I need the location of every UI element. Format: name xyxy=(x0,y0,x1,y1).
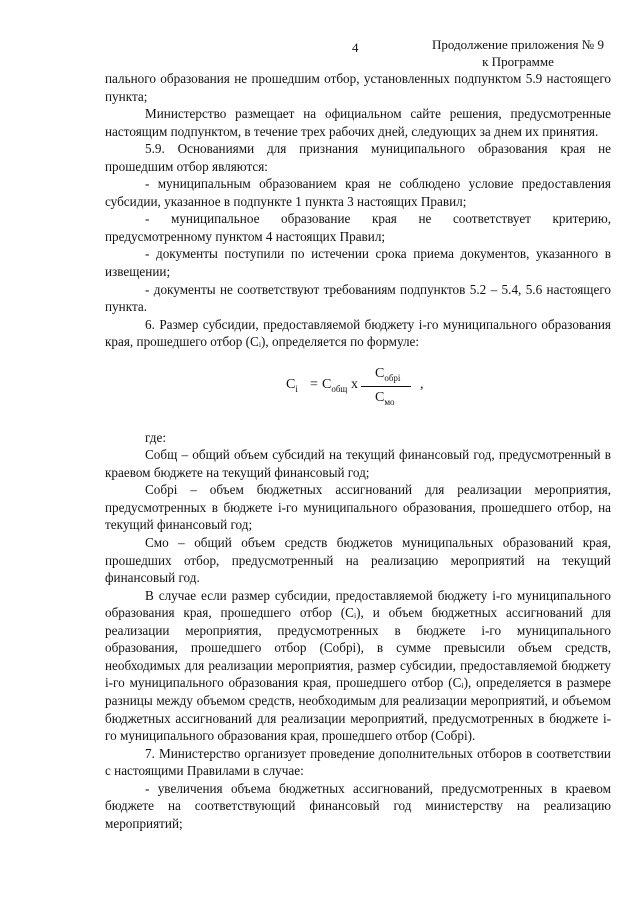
formula-factor: $C_{общ}$ xyxy=(322,376,348,394)
paragraph: где: xyxy=(145,429,166,445)
list-item: - документы не соответствуют требованиям подпунктов 5.2 – 5.4, 5.6 настоящего пункта. xyxy=(105,281,611,315)
paragraph: пального образования не прошедшим отбор, установленных подпунктом 5.9 настоящего пункта; xyxy=(105,71,611,104)
list-item: - документы поступили по истечении срока приема документов, указанного в извещении; xyxy=(105,246,611,280)
definition: Cобщ – общий объем субсидий на текущий финансовый год, предусмотренный в краевом бюджете на текущий финансовый год; xyxy=(105,447,611,480)
page-number: 4 xyxy=(352,40,359,55)
fraction-bar xyxy=(361,386,411,387)
list-item: - увеличения объема бюджетных ассигнований, предусмотренных в краевом бюджете на соответствующий финансовый год министерству на реализацию мероприятий; xyxy=(105,780,611,831)
formula-denominator: $C_{мо}$ xyxy=(375,389,395,407)
definition: Cмо – общий объем средств бюджетов муниципальных образований края, прошедших отбор, предусмотренный на реализацию мероприятий на текущий финансовый год. xyxy=(105,535,611,586)
paragraph: Министерство размещает на официальном сайте решения, предусмотренные настоящим подпунктом, в течение трех рабочих дней, следующих за днем их принятия. xyxy=(105,106,611,139)
document-body xyxy=(105,70,611,832)
formula-equals: = xyxy=(310,376,318,392)
list-item: - муниципальное образование края не соответствует критерию, предусмотренному пунктом 4 настоящих Правил; xyxy=(105,211,611,244)
list-item: - муниципальным образованием края не соблюдено условие предоставления субсидии, указанное в подпункте 1 пункта 3 настоящих Правил; xyxy=(105,176,611,209)
formula-numerator: $C_{обрi}$ xyxy=(375,365,401,383)
formula-trailing: , xyxy=(420,376,424,392)
definition: Cобрi – объем бюджетных ассигнований для реализации мероприятия, предусмотренных в бюджете i-го муниципального образования, прошедшего отбор, на текущий финансовый год; xyxy=(105,482,611,533)
formula xyxy=(105,351,611,429)
continuation-header xyxy=(418,36,618,70)
paragraph: 7. Министерство организует проведение дополнительных отборов в соответствии с настоящими Правилами в случае: xyxy=(105,745,611,779)
continuation-line-2: к Программе xyxy=(482,54,554,69)
continuation-line-1: Продолжение приложения № 9 xyxy=(432,37,604,52)
paragraph: В случае если размер субсидии, предоставляемой бюджету i-го муниципального образования края, прошедшего отбор (Cᵢ), и объем бюджетных ассигнований для реализации мероприятия, предусмотренных в бюджете i-го муниципального образования, прошедшего отбор (Cобрi), в сумме превысили объем средств, необходимых для реализации мероприятия, размер субсидии, предоставляемой бюджету i-го муниципального образования края, прошедшего отбор (Cᵢ), определяется в размере разницы между объемом средств, необходимым для реализации мероприятий, и объемом бюджетных ассигнований для реализации мероприятий, предусмотренных в бюджете i-го муниципального образования края, прошедшего отбор (Cобрi). xyxy=(105,587,611,744)
paragraph: 6. Размер субсидии, предоставляемой бюджету i-го муниципального образования края, прошедшего отбор (Cᵢ), определяется по формуле: xyxy=(105,316,611,350)
paragraph: 5.9. Основаниями для признания муниципального образования края не прошедшим отбор являются: xyxy=(105,141,611,174)
formula-times: x xyxy=(351,376,358,392)
formula-lhs: $C_i$ xyxy=(286,376,298,394)
